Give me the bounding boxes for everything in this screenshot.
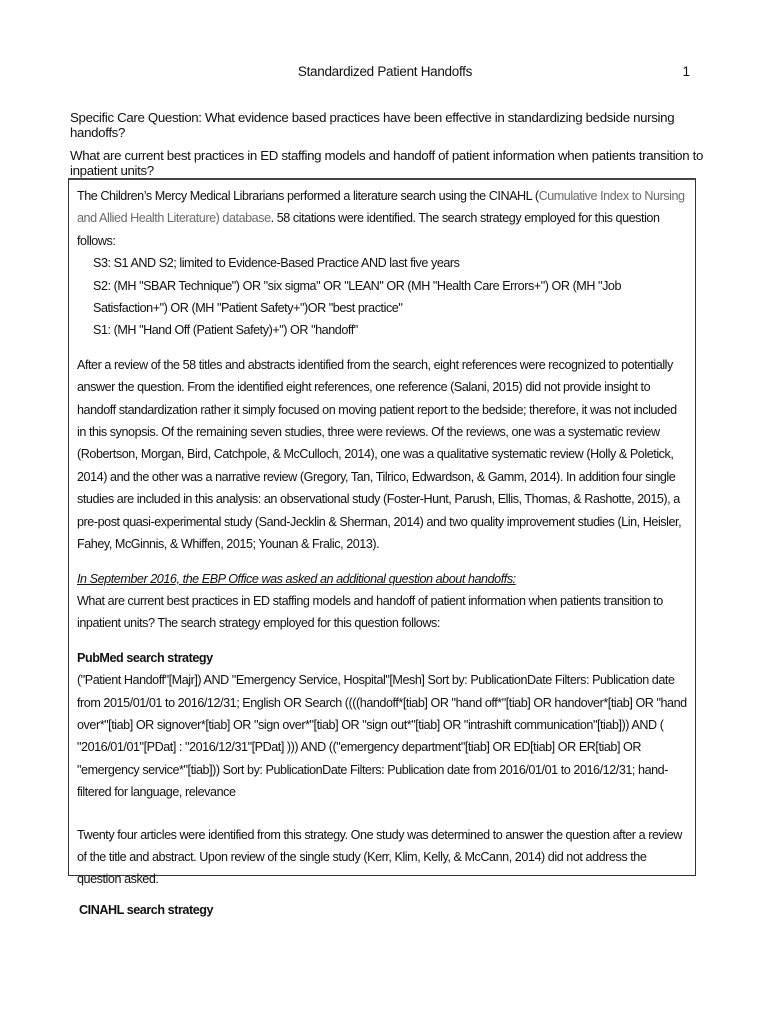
search-summary-box <box>68 178 696 917</box>
running-title: Standardized Patient Handoffs <box>297 64 473 79</box>
twenty-four-articles-paragraph: Twenty four articles were identified from this strategy. One study was determined to answer the question after a review of the title and abstract. Upon review of the single study (Kerr, Klim, Kelly, & McCann, 2014) did not address the question asked. <box>77 827 682 887</box>
additional-question-heading: In September 2016, the EBP Office was asked an additional question about handoffs: <box>77 571 516 586</box>
pubmed-heading: PubMed search strategy <box>77 650 213 665</box>
page-header <box>0 64 770 84</box>
search-intro-start: The Children’s Mercy Medical Librarians performed a literature search using the CINAHL ( <box>77 189 539 203</box>
search-step-s2: S2: (MH "SBAR Technique") OR "six sigma" OR "LEAN" OR (MH "Health Care Errors+") OR (MH "Job Satisfaction+") OR (MH "Patient Safety+")OR "best practice" <box>93 278 622 316</box>
search-intro-end: . 58 citations were identified. The search strategy employed for this question follows: <box>77 211 660 248</box>
search-intro <box>77 185 687 252</box>
pubmed-strategy: ("Patient Handoff"[Majr]) AND "Emergency Service, Hospital"[Mesh] Sort by: PublicationDate Filters: Publication date from 2015/01/01 to 2016/12/31; English OR Search ((((handoff*[tiab] OR "hand off*"[tiab] OR handover*[tiab] OR "hand over*"[tiab] OR signover*[tiab] OR "sign over*"[tiab] OR "sign out*"[tiab] OR "intrashift communication"[tiab])) AND ( "2016/01/01"[PDat] : "2016/12/31"[PDat] ))) AND (("emergency department"[tiab] OR ED[tiab] OR ER[tiab] OR "emergency service*"[tiab])) Sort by: PublicationDate Filters: Publication date from 2016/01/01 to 2016/12/31; hand-filtered for language, relevance <box>77 673 687 800</box>
cinahl-database-name: Cumulative Index to Nursing and Allied Health Literature) database <box>77 189 685 226</box>
review-paragraph: After a review of the 58 titles and abstracts identified from the search, eight references were recognized to potentially answer the question. From the identified eight references, one reference (Salani, 2015) did not provide insight to handoff standardization rather it simply focused on moving patient report to the bedside; therefore, it was not included in this synopsis. Of the remaining seven studies, three were reviews. Of the reviews, one was a systematic review (Robertson, Morgan, Bird, Catchpole, & McCulloch, 2014), one was a qualitative systematic review (Holly & Poletick, 2014) and the other was a narrative review (Gregory, Tan, Tilrico, Edwardson, & Gamm, 2014). In addition four single studies are included in this analysis: an observational study (Foster-Hunt, Parush, Ellis, Thomas, & Rashotte, 2015), a pre-post quasi-experimental study (Sand-Jecklin & Sherman, 2014) and two quality improvement studies (Lin, Heisler, Fahey, McGinnis, & Whiffen, 2015; Younan & Fralic, 2013). <box>77 357 682 552</box>
search-step-s1: S1: (MH "Hand Off (Patient Safety)+") OR "handoff" <box>93 323 358 338</box>
page-number: 1 <box>682 64 690 79</box>
search-step-s3: S3: S1 AND S2; limited to Evidence-Based Practice AND last five years <box>93 256 460 271</box>
specific-care-question: Specific Care Question: What evidence based practices have been effective in standardizing bedside nursing handoffs? <box>70 110 675 140</box>
additional-question-text: What are current best practices in ED staffing models and handoff of patient information when patients transition to inpatient units? The search strategy employed for this question follows: <box>77 593 663 631</box>
ed-staffing-question: What are current best practices in ED staffing models and handoff of patient information when patients transition to inpatient units? <box>70 148 703 178</box>
cinahl-heading: CINAHL search strategy <box>79 902 214 917</box>
